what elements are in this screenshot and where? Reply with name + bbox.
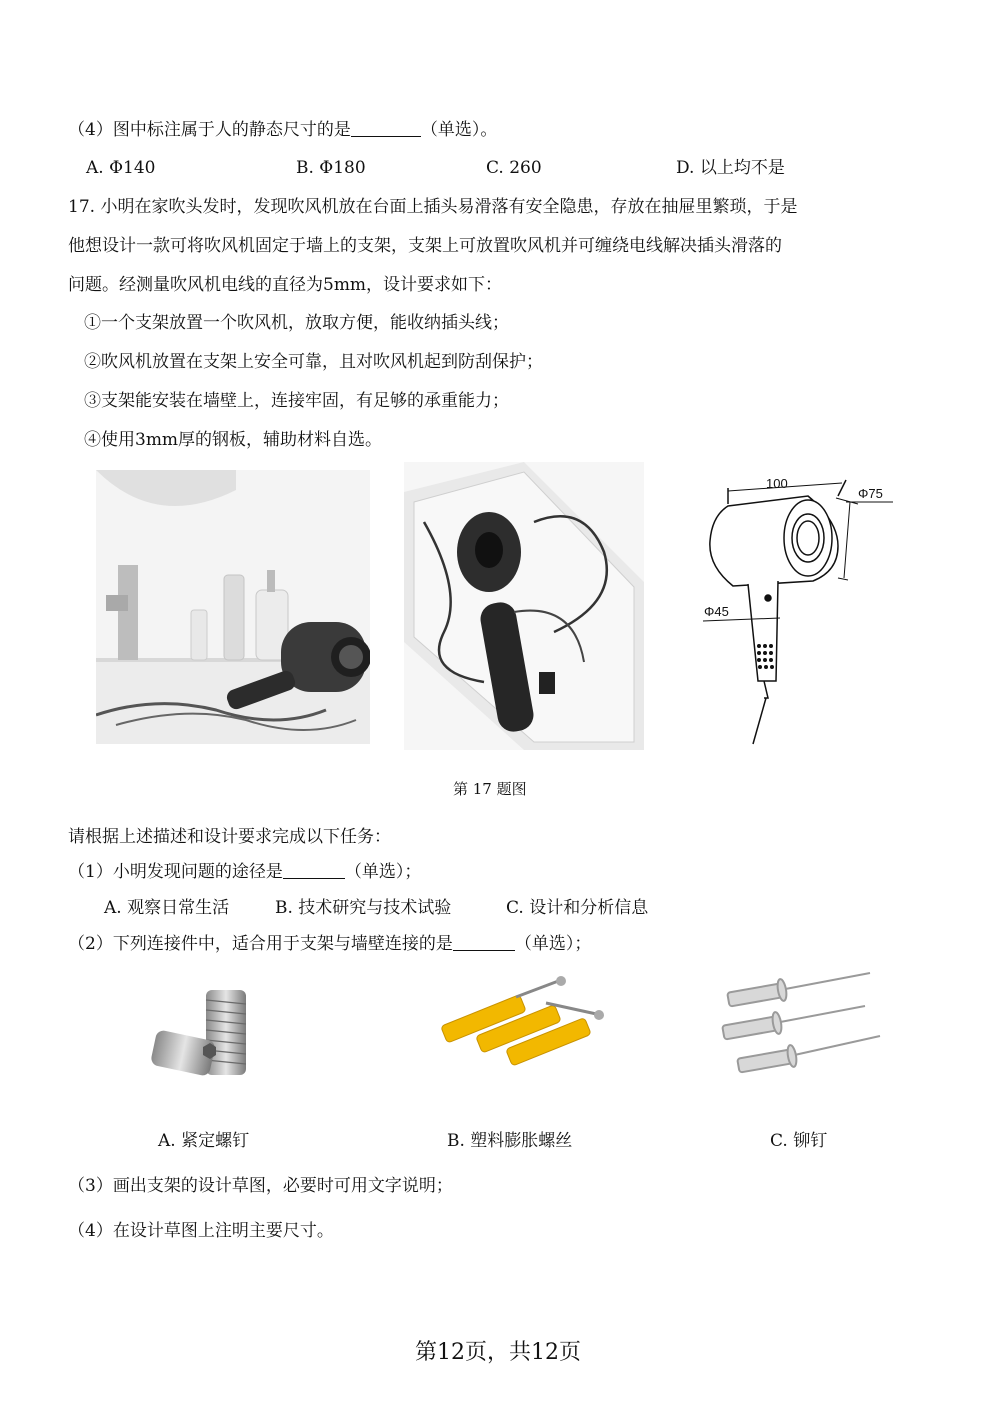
q16-option-c: C. 260 [486,158,542,178]
task-2-option-b: B. 塑料膨胀螺丝 [447,1131,573,1151]
task-intro: 请根据上述描述和设计要求完成以下任务： [68,827,391,847]
q17-stem-line2: 他想设计一款可将吹风机固定于墙上的支架，支架上可放置吹风机并可缠绕电线解决插头滑落的 [68,236,782,256]
q16-option-a: A. Φ140 [86,158,156,178]
q17-requirement-2: ②吹风机放置在支架上安全可靠，且对吹风机起到防刮保护； [84,352,543,372]
dim-length-label: 100 [766,476,788,491]
answer-blank [283,862,345,879]
photo-dryer-in-drawer [404,462,644,750]
task-4: （4）在设计草图上注明主要尺寸。 [68,1221,334,1241]
task-1-option-b: B. 技术研究与技术试验 [275,898,452,918]
q16-option-b: B. Φ180 [296,158,366,178]
q17-requirement-4: ④使用3mm厚的钢板，辅助材料自选。 [84,430,383,450]
photo-dryer-on-counter [96,470,370,744]
task-2-text: （2）下列连接件中，适合用于支架与墙壁连接的是 [68,934,453,954]
q17-stem-line3: 问题。经测量吹风机电线的直径为5mm，设计要求如下： [68,275,503,295]
q17-requirement-3: ③支架能安装在墙壁上，连接牢固，有足够的承重能力； [84,391,509,411]
q16-sub4 [68,118,497,142]
task-1-text: （1）小明发现问题的途径是 [68,862,283,882]
task-2 [68,932,591,956]
answer-blank [351,120,421,137]
task-1-option-a: A. 观察日常生活 [104,898,230,918]
task-1-tail: （单选）； [344,862,422,882]
task-3: （3）画出支架的设计草图，必要时可用文字说明； [68,1176,453,1196]
set-screw-image [148,985,278,1085]
rivet-image [720,968,885,1078]
dryer-dimension-drawing [698,466,898,746]
page-footer: 第12页，共12页 [415,1340,581,1365]
plastic-anchor-image [436,975,606,1070]
task-2-option-a: A. 紧定螺钉 [158,1131,250,1151]
task-1 [68,860,421,884]
dim-diameter-body-label: Φ75 [858,486,883,501]
task-2-option-c: C. 铆钉 [770,1131,828,1151]
figure-caption: 第 17 题图 [453,780,527,798]
q17-requirement-1: ①一个支架放置一个吹风机，放取方便，能收纳插头线； [84,313,509,333]
dim-diameter-handle-label: Φ45 [704,604,729,619]
answer-blank [453,934,515,951]
task-2-tail: （单选）； [514,934,592,954]
q17-stem-line1: 17. 小明在家吹头发时，发现吹风机放在台面上插头易滑落有安全隐患，存放在抽屉里繁琐，于是 [68,197,798,217]
q16-option-d: D. 以上均不是 [676,158,785,178]
q16-sub4-text: （4）图中标注属于人的静态尺寸的是 [68,120,351,140]
task-1-option-c: C. 设计和分析信息 [506,898,649,918]
q16-sub4-tail: （单选）。 [420,120,498,140]
